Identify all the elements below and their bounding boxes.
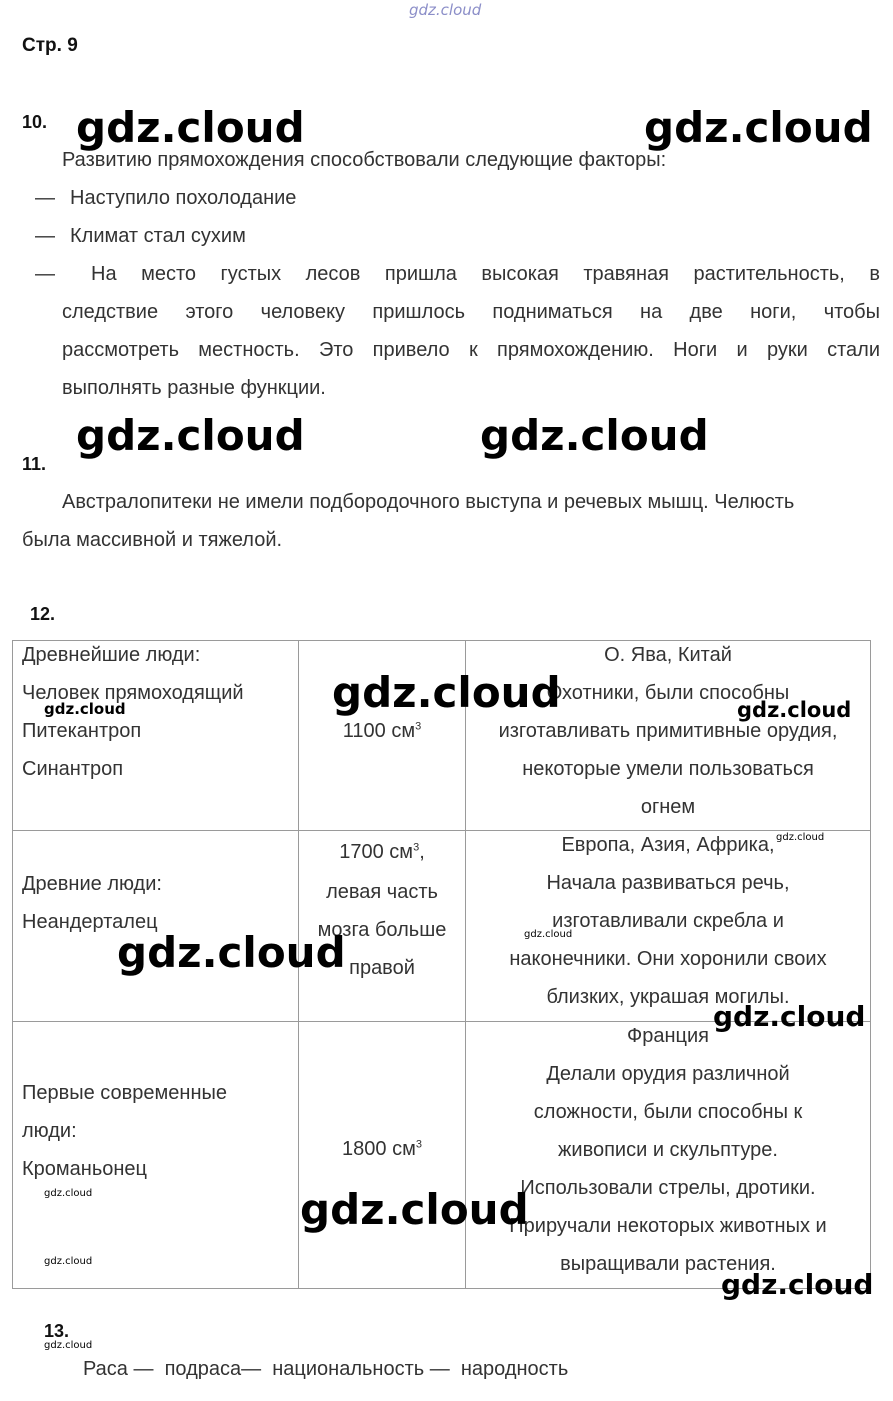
cell-text: правой: [349, 957, 415, 979]
watermark: gdz.cloud: [44, 1188, 93, 1199]
cell-text: изготавливали скребла и: [552, 910, 784, 932]
cell-text: некоторые умели пользоваться: [522, 758, 814, 780]
cell-text: Синантроп: [22, 758, 124, 780]
cell-text: Делали орудия различной: [546, 1063, 790, 1085]
table-cell-volume: [299, 831, 466, 1022]
q11-line: Австралопитеки не имели подбородочного выступа и речевых мышц. Челюсть: [62, 491, 795, 513]
bullet-dash: —: [35, 225, 55, 247]
cell-text: близких, украшая могилы.: [546, 986, 790, 1008]
page-number: Стр. 9: [22, 35, 78, 56]
q11-line: была массивной и тяжелой.: [22, 529, 283, 551]
cell-text: Охотники, были способны: [546, 682, 790, 704]
cell-text: Питекантроп: [22, 720, 142, 742]
q10-paragraph-line: выполнять разные функции.: [62, 377, 326, 399]
table-row: [13, 1022, 871, 1289]
watermark: gdz.cloud: [44, 1340, 93, 1351]
watermark-top: gdz.cloud: [409, 1, 482, 19]
cell-text: люди:: [22, 1120, 77, 1142]
watermark: gdz.cloud: [117, 928, 346, 977]
table-cell-volume: [299, 1022, 466, 1289]
watermark: gdz.cloud: [44, 1256, 93, 1267]
q10-bullet: Наступило похолодание: [70, 187, 297, 209]
q12-number: 12.: [30, 604, 56, 624]
cell-text: Человек прямоходящий: [22, 682, 244, 704]
cell-text: сложности, были способны к: [533, 1101, 803, 1123]
bullet-dash: —: [35, 263, 55, 285]
watermark: gdz.cloud: [713, 1000, 866, 1033]
q13-text: Раса — подраса— национальность — народность: [83, 1358, 569, 1380]
watermark: gdz.cloud: [737, 698, 852, 722]
table-cell-desc: [466, 831, 871, 1022]
cell-text: Франция: [627, 1025, 709, 1047]
q13-number: 13.: [44, 1321, 70, 1341]
cell-text: изготавливать примитивные орудия,: [498, 720, 838, 742]
watermark: gdz.cloud: [644, 103, 873, 152]
cell-text: левая часть: [326, 881, 438, 903]
cell-text: Древнейшие люди:: [22, 644, 201, 666]
cell-text: 1100 $см^3$: [342, 720, 422, 742]
watermark: gdz.cloud: [300, 1185, 529, 1234]
cell-text: мозга больше: [317, 919, 447, 941]
q10-intro: Развитию прямохождения способствовали следующие факторы:: [62, 149, 667, 171]
q10-number: 10.: [22, 112, 48, 132]
q10-paragraph-line: следствие этого человеку пришлось подниматься на две ноги, чтобы: [62, 301, 880, 323]
cell-text: Неандерталец: [22, 911, 158, 933]
table-row: [13, 831, 871, 1022]
watermark: gdz.cloud: [480, 411, 709, 460]
table-cell-desc: [466, 1022, 871, 1289]
watermark: gdz.cloud: [76, 103, 305, 152]
cell-text: Приручали некоторых животных и: [509, 1215, 827, 1237]
watermark: gdz.cloud: [44, 700, 126, 718]
cell-text: наконечники. Они хоронили своих: [509, 948, 827, 970]
watermark: gdz.cloud: [524, 929, 573, 940]
cell-text: Первые современные: [22, 1082, 227, 1104]
cell-text: 1700 $см^3$,: [339, 841, 425, 863]
watermark: gdz.cloud: [332, 668, 561, 717]
watermark: gdz.cloud: [776, 832, 825, 843]
cell-text: Использовали стрелы, дротики.: [520, 1177, 816, 1199]
cell-text: Европа, Азия, Африка,: [561, 834, 775, 856]
cell-text: выращивали растения.: [560, 1253, 776, 1275]
bullet-dash: —: [35, 187, 55, 209]
cell-text: огнем: [640, 796, 696, 818]
cell-text: Древние люди:: [22, 873, 162, 895]
cell-text: 1800 $см^3$: [342, 1138, 422, 1160]
watermark: gdz.cloud: [76, 411, 305, 460]
q10-paragraph-line: рассмотреть местность. Это привело к прямохождению. Ноги и руки стали: [62, 339, 880, 361]
q11-number: 11.: [22, 454, 47, 474]
table-cell-name: [13, 641, 299, 831]
table-cell-name: [13, 831, 299, 1022]
q10-paragraph-line: На место густых лесов пришла высокая травяная растительность, в: [91, 263, 880, 285]
watermark: gdz.cloud: [721, 1268, 874, 1301]
cell-text: Начала развиваться речь,: [546, 872, 790, 894]
table-cell-name: [13, 1022, 299, 1289]
q10-bullet: Климат стал сухим: [70, 225, 246, 247]
cell-text: О. Ява, Китай: [604, 644, 732, 666]
cell-text: Кроманьонец: [22, 1158, 147, 1180]
cell-text: живописи и скульптуре.: [558, 1139, 778, 1161]
